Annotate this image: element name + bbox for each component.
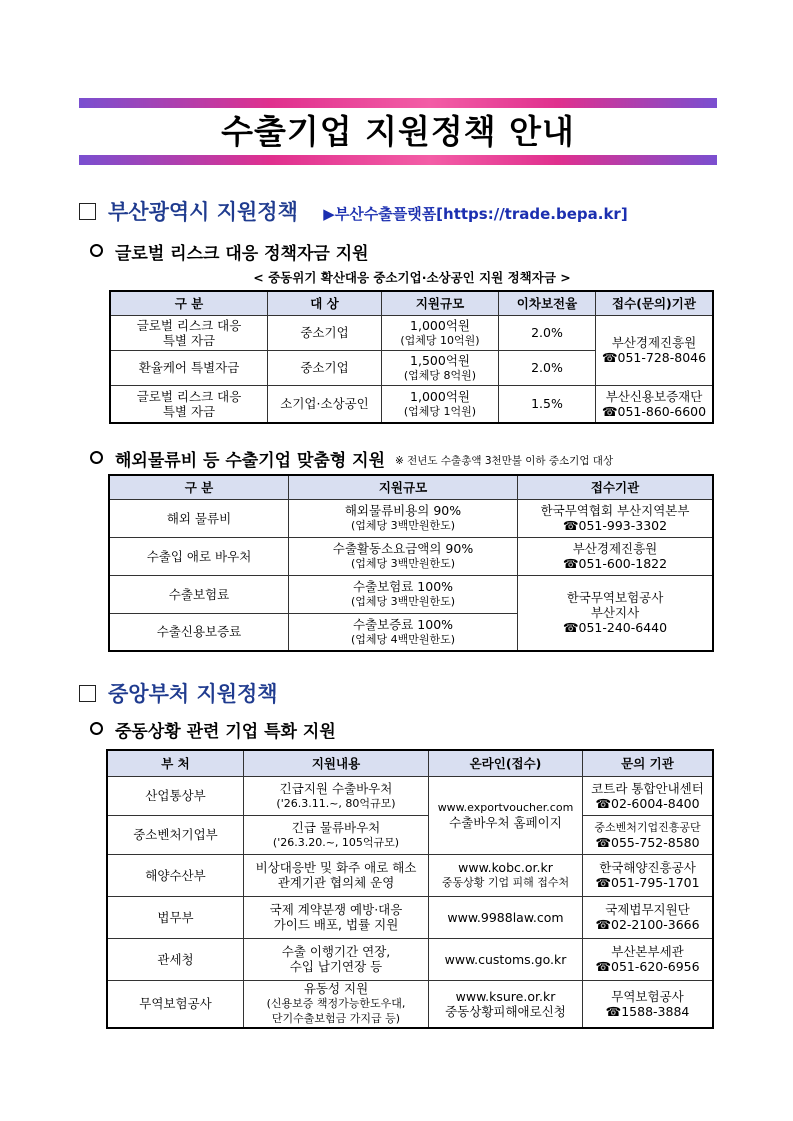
table-header: 지원규모 (289, 475, 518, 499)
table-header: 부 처 (107, 750, 244, 776)
cell-content: 유동성 지원 (신용보증 책정가능한도우대, 단기수출보험금 가지급 등) (244, 980, 429, 1028)
cell-online: www.exportvoucher.com 수출바우처 홈페이지 (429, 776, 583, 854)
cell-online: www.ksure.or.kr 중동상황피해애로신청 (429, 980, 583, 1028)
cell-scale: 수출활동소요금액의 90% (업체당 3백만원한도) (289, 537, 518, 575)
subsection-logistics-title: 해외물류비 등 수출기업 맞춤형 지원 (115, 451, 386, 471)
cell-agency: 부산신용보증재단 ☎051-860-6600 (596, 385, 714, 423)
table-header: 구 분 (109, 475, 289, 499)
table-row (110, 385, 713, 423)
logistics-support-table (108, 474, 714, 652)
cell-content: 국제 계약분쟁 예방·대응 가이드 배포, 법률 지원 (244, 896, 429, 938)
cell-category: 글로벌 리스크 대응 특별 자금 (110, 385, 268, 423)
subsection-global-risk-title: 글로벌 리스크 대응 정책자금 지원 (115, 244, 369, 264)
table-row (107, 980, 713, 1028)
subsection-logistics-heading (90, 446, 613, 471)
cell-contact: 코트라 통합안내센터 ☎02-6004-8400 (583, 776, 714, 815)
table-row (110, 315, 713, 350)
cell-target: 중소기업 (268, 350, 382, 385)
cell-target: 중소기업 (268, 315, 382, 350)
table-header: 문의 기관 (583, 750, 714, 776)
ksure-link[interactable]: www.ksure.or.kr (455, 988, 556, 1004)
subsection-middle-east-heading (90, 717, 336, 742)
section-central-title: 중앙부처 지원정책 (108, 682, 278, 706)
cell-agency: 부산경제진흥원 ☎051-600-1822 (518, 537, 714, 575)
table-header: 접수(문의)기관 (596, 291, 714, 315)
kobc-link[interactable]: www.kobc.or.kr (458, 860, 553, 875)
cell-ministry: 산업통상부 (107, 776, 244, 815)
cell-agency: 한국무역보험공사 부산지사 ☎051-240-6440 (518, 575, 714, 651)
cell-rate: 2.0% (499, 350, 596, 385)
cell-scale: 수출보험료 100% (업체당 3백만원한도) (289, 575, 518, 613)
cell-ministry: 무역보험공사 (107, 980, 244, 1028)
cell-ministry: 해양수산부 (107, 854, 244, 896)
subsection-global-risk-heading (90, 239, 369, 264)
title-band-bottom (79, 155, 717, 165)
table-header: 지원내용 (244, 750, 429, 776)
customs-link[interactable]: www.customs.go.kr (444, 951, 567, 967)
ministry-support-table (106, 749, 714, 1029)
cell-category: 수출입 애로 바우처 (109, 537, 289, 575)
cell-content: 긴급지원 수출바우처 ('26.3.11.~, 80억규모) (244, 776, 429, 815)
policy-fund-table (109, 290, 714, 424)
circle-bullet-icon (90, 451, 103, 464)
cell-scale: 해외물류비용의 90% (업체당 3백만원한도) (289, 499, 518, 537)
cell-category: 환율케어 특별자금 (110, 350, 268, 385)
section-central-heading (79, 678, 278, 708)
trade-platform-link[interactable]: 부산수출플랫폼[https://trade.bepa.kr] (334, 205, 628, 223)
cell-rate: 2.0% (499, 315, 596, 350)
table-header: 구 분 (110, 291, 268, 315)
cell-category: 해외 물류비 (109, 499, 289, 537)
cell-content: 수출 이행기간 연장, 수입 납기연장 등 (244, 938, 429, 980)
table-row (107, 938, 713, 980)
table-header: 이차보전율 (499, 291, 596, 315)
eligibility-note: ※ 전년도 수출총액 3천만불 이하 중소기업 대상 (395, 455, 614, 467)
arrow-right-icon: ▶ (323, 205, 335, 223)
table-row (107, 815, 713, 854)
cell-scale: 1,000억원 (업체당 10억원) (382, 315, 499, 350)
cell-ministry: 관세청 (107, 938, 244, 980)
cell-contact: 국제법무지원단 ☎02-2100-3666 (583, 896, 714, 938)
cell-agency: 부산경제진흥원 ☎051-728-8046 (596, 315, 714, 385)
cell-category: 수출보험료 (109, 575, 289, 613)
cell-contact: 무역보험공사 ☎1588-3884 (583, 980, 714, 1028)
cell-scale: 수출보증료 100% (업체당 4백만원한도) (289, 613, 518, 651)
table-row (109, 499, 713, 537)
table-row (107, 776, 713, 815)
cell-rate: 1.5% (499, 385, 596, 423)
cell-ministry: 중소벤처기업부 (107, 815, 244, 854)
cell-scale: 1,000억원 (업체당 1억원) (382, 385, 499, 423)
subsection-middle-east-title: 중동상황 관련 기업 특화 지원 (115, 722, 336, 742)
checkbox-square-icon (79, 685, 96, 702)
table-row (107, 854, 713, 896)
circle-bullet-icon (90, 244, 103, 257)
cell-contact: 중소벤처기업진흥공단 ☎055-752-8580 (583, 815, 714, 854)
table-header: 접수기관 (518, 475, 714, 499)
section-busan-title: 부산광역시 지원정책 (108, 200, 298, 224)
cell-content: 비상대응반 및 화주 애로 해소 관계기관 협의체 운영 (244, 854, 429, 896)
page-title: 수출기업 지원정책 안내 (221, 112, 575, 151)
export-voucher-link[interactable]: www.exportvoucher.com (437, 801, 574, 814)
table-header: 지원규모 (382, 291, 499, 315)
cell-contact: 한국해양진흥공사 ☎051-795-1701 (583, 854, 714, 896)
9988law-link[interactable]: www.9988law.com (447, 909, 564, 925)
cell-scale: 1,500억원 (업체당 8억원) (382, 350, 499, 385)
cell-category: 수출신용보증료 (109, 613, 289, 651)
cell-category: 글로벌 리스크 대응 특별 자금 (110, 315, 268, 350)
table-row (107, 896, 713, 938)
table-header: 대 상 (268, 291, 382, 315)
cell-ministry: 법무부 (107, 896, 244, 938)
table-row (109, 537, 713, 575)
cell-target: 소기업·소상공인 (268, 385, 382, 423)
cell-online (429, 938, 583, 980)
cell-content: 긴급 물류바우처 ('26.3.20.~, 105억규모) (244, 815, 429, 854)
table-header: 온라인(접수) (429, 750, 583, 776)
circle-bullet-icon (90, 722, 103, 735)
checkbox-square-icon (79, 203, 96, 220)
cell-online (429, 896, 583, 938)
table-row (109, 575, 713, 613)
cell-agency: 한국무역협회 부산지역본부 ☎051-993-3302 (518, 499, 714, 537)
table1-caption: < 중동위기 확산대응 중소기업·소상공인 지원 정책자금 > (253, 270, 571, 285)
section-busan-heading (79, 196, 628, 226)
cell-online: www.kobc.or.kr 중동상황 기업 피해 접수처 (429, 854, 583, 896)
cell-contact: 부산본부세관 ☎051-620-6956 (583, 938, 714, 980)
